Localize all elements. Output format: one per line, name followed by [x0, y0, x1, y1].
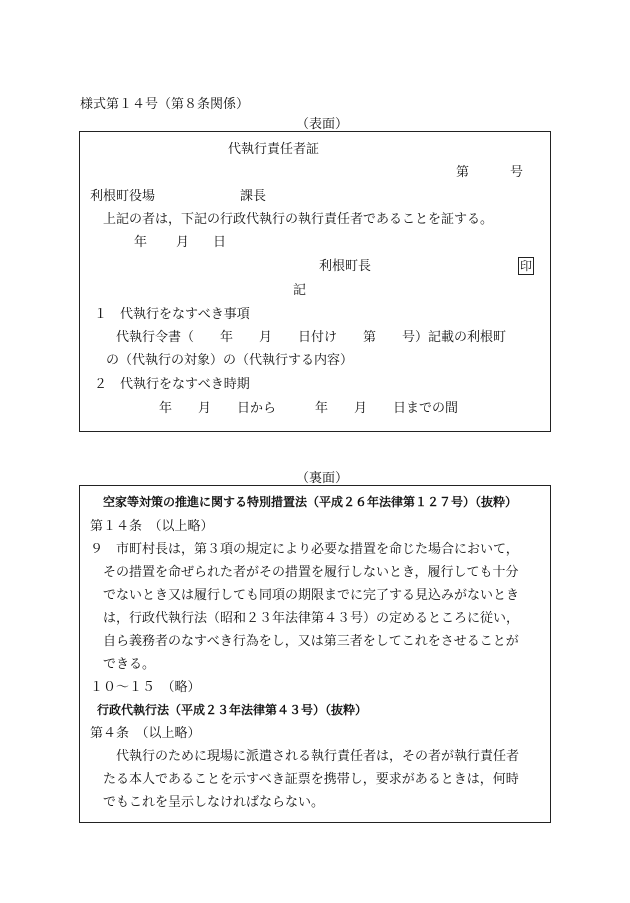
law1-para9-line: 自ら義務者のなすべき行為をし，又は第三者をしてこれをさせることが: [103, 634, 519, 649]
law1-title: 空家等対策の推進に関する特別措置法（平成２６年法律第１２７号）（抜粋）: [103, 495, 518, 509]
item1-line2: の（代執行の対象）の（代執行する内容）: [106, 353, 354, 368]
item2-period: 年 月 日から 年 月 日までの間: [159, 401, 459, 416]
section-chief: 課長: [240, 189, 267, 204]
front-heading: （表面）: [296, 117, 349, 132]
certify-statement: 上記の者は，下記の行政代執行の執行責任者であることを証する。: [103, 212, 494, 227]
certificate-title: 代執行責任者証: [228, 142, 320, 157]
item1-title: １ 代執行をなすべき事項: [94, 307, 250, 322]
issue-date-month: 月: [176, 235, 190, 250]
law2-article: 第４条 （以上略）: [90, 726, 201, 741]
law1-para9-line: できる。: [103, 657, 156, 672]
law2-title: 行政代執行法（平成２３年法律第４３号）（抜粋）: [97, 703, 368, 717]
law2-line: 代執行のために現場に派遣される執行責任者は，その者が執行責任者: [116, 749, 520, 764]
law2-line: でもこれを呈示しなければならない。: [103, 795, 325, 810]
item2-title: ２ 代執行をなすべき時期: [94, 377, 250, 392]
office-name: 利根町役場: [90, 189, 156, 204]
seal-mark: 印: [519, 259, 532, 273]
law1-para9-line: でないとき又は履行しても同項の期限までに完了する見込みがないとき: [103, 588, 520, 603]
ki-label: 記: [293, 283, 307, 298]
law1-article: 第１４条 （以上略）: [90, 519, 214, 534]
form-number: 様式第１４号（第８条関係）: [80, 97, 250, 112]
issue-date-year: 年: [134, 235, 148, 250]
law2-line: たる本人であることを示すべき証票を携帯し，要求があるときは，何時: [103, 772, 519, 787]
law1-para9-line: は，行政代執行法（昭和２３年法律第４３号）の定めるところに従い，: [103, 611, 520, 626]
law1-para9-line: ９ 市町村長は，第３項の規定により必要な措置を命じた場合において，: [90, 542, 519, 557]
issue-date-day: 日: [213, 235, 227, 250]
number-suffix: 号: [510, 165, 524, 180]
back-heading: （裏面）: [296, 471, 349, 486]
mayor-title: 利根町長: [319, 259, 372, 274]
item1-line1: 代執行令書（ 年 月 日付け 第 号）記載の利根町: [116, 330, 507, 345]
number-prefix: 第: [456, 165, 470, 180]
law1-omitted-paragraphs: １０～１５ （略）: [90, 680, 201, 695]
law1-para9-line: その措置を命ぜられた者がその措置を履行しないとき，履行しても十分: [103, 565, 519, 580]
